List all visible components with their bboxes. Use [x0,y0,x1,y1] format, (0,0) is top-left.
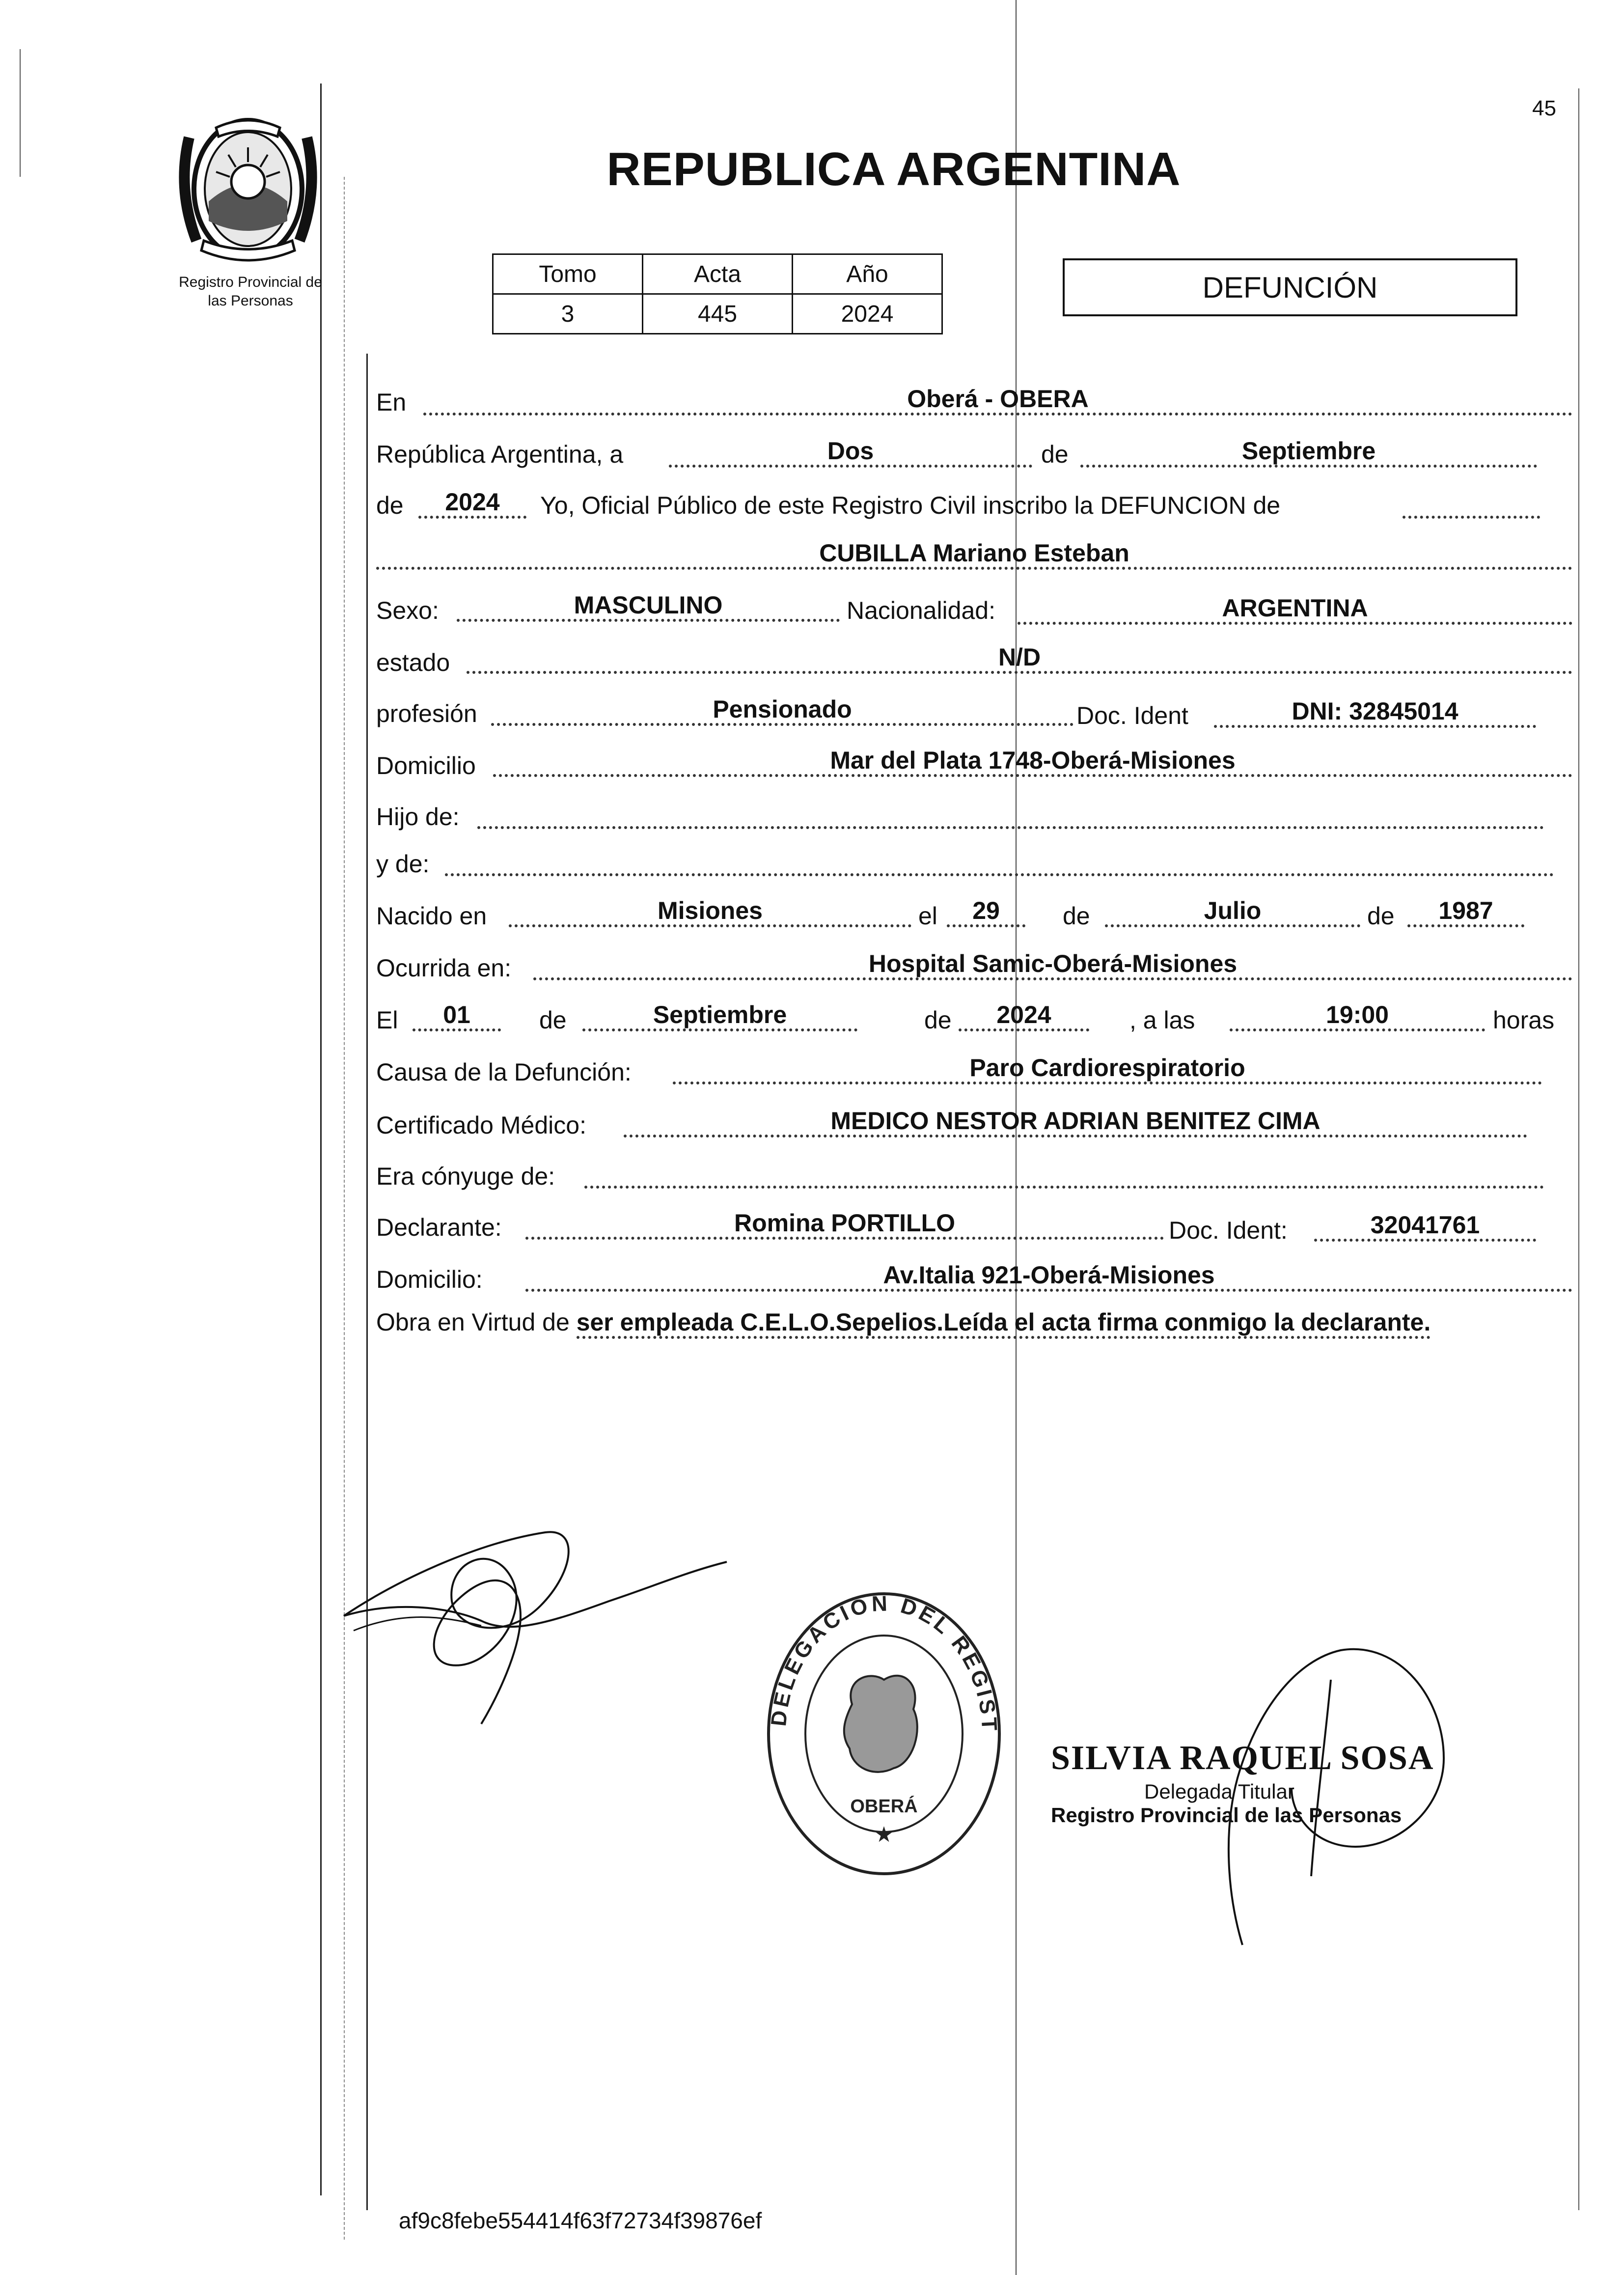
field-nacionalidad: ARGENTINA [1018,594,1572,625]
label-republica: República Argentina, a [376,441,624,468]
label-y-de: y de: [376,850,430,878]
document-type: DEFUNCIÓN [1202,271,1378,304]
field-declarante-domicilio: Av.Italia 921-Oberá-Misiones [525,1261,1572,1292]
page-title: REPUBLICA ARGENTINA [606,143,1181,195]
reference-value-row [493,294,942,334]
signatory-role: Delegada Titular [1144,1780,1294,1803]
field-anio-registro: 2024 [418,488,526,519]
label-declarante: Declarante: [376,1214,502,1241]
logo-caption-line1: Registro Provincial de [179,274,322,290]
field-ocurrida-en: Hospital Samic-Oberá-Misiones [533,950,1572,980]
reference-table [492,253,943,334]
label-de-5: de [539,1006,567,1034]
label-nacionalidad: Nacionalidad: [847,597,995,624]
label-conyuge: Era cónyuge de: [376,1163,555,1190]
label-yo-oficial: Yo, Oficial Público de este Registro Civil inscribo la DEFUNCION de [540,492,1281,519]
label-causa: Causa de la Defunción: [376,1058,632,1086]
label-obra-en-virtud: Obra en Virtud de [376,1308,570,1336]
field-lugar: Oberá - OBERA [423,385,1572,416]
center-fold-line [1016,0,1017,2275]
signatory-block [1051,1739,1434,1827]
logo-caption [147,273,354,310]
field-defuncion-anio: 2024 [959,1001,1089,1031]
field-declarante: Romina PORTILLO [525,1209,1164,1240]
field-domicilio: Mar del Plata 1748-Oberá-Misiones [493,747,1572,777]
label-profesion: profesión [376,700,477,727]
field-conyuge [584,1158,1544,1189]
label-de-6: de [924,1006,952,1034]
field-nacimiento-mes: Julio [1105,897,1360,927]
field-sexo: MASCULINO [457,591,840,622]
label-en: En [376,388,407,416]
field-blank-row3 [1403,488,1540,519]
seal-text: DELEGACION DEL REGISTRO PROVINCIAL DE LAS PERSONAS [741,1562,1002,1734]
signatory-organization: Registro Provincial de las Personas [1051,1803,1402,1827]
field-mes-registro: Septiembre [1080,437,1537,468]
field-profesion: Pensionado [491,695,1073,726]
label-sexo: Sexo: [376,597,439,624]
field-estado: N/D [467,643,1572,674]
page-number: 45 [1532,96,1556,120]
field-declarante-doc: 32041761 [1314,1211,1536,1242]
tomo-value: 3 [493,294,643,334]
document-type-box [1063,258,1517,316]
right-margin-line [1578,88,1579,2210]
binding-dash-line [344,177,345,2240]
label-domicilio-2: Domicilio: [376,1266,483,1293]
acta-value: 445 [643,294,793,334]
field-hijo-de [477,799,1544,829]
document-hash: af9c8febe554414f63f72734f39876ef [399,2208,762,2233]
declarant-signature [334,1503,737,1729]
label-hijo-de: Hijo de: [376,803,460,831]
field-defuncion-dia: 01 [413,1001,501,1031]
province-coat-of-arms-logo [167,108,329,270]
label-ocurrida-en: Ocurrida en: [376,954,512,982]
label-nacido-en: Nacido en [376,902,487,930]
seal-city: OBERÁ [850,1796,918,1817]
field-nacimiento-dia: 29 [947,897,1025,927]
obra-en-virtud-paragraph [376,1306,1574,1338]
label-de-3: de [1063,902,1090,930]
seal-star-icon: ★ [874,1823,894,1847]
field-defuncion-mes: Septiembre [582,1001,857,1031]
left-binding-line [366,354,368,2210]
label-de-1: de [1041,441,1069,468]
reference-header-row [493,254,942,294]
label-doc-ident: Doc. Ident [1076,702,1188,729]
label-el: el [918,902,937,930]
field-documento: DNI: 32845014 [1214,697,1536,728]
anio-header: Año [793,254,942,294]
left-margin-line [320,83,322,2195]
label-estado: estado [376,649,450,676]
label-certificado: Certificado Médico: [376,1111,586,1139]
field-obra-en-virtud: ser empleada C.E.L.O.Sepelios.Leída el acta firma conmigo la declarante. [577,1308,1431,1339]
edge-mark [20,49,21,177]
field-dia-registro: Dos [669,437,1032,468]
official-seal [741,1562,1017,1886]
acta-header: Acta [643,254,793,294]
field-nombre-fallecido: CUBILLA Mariano Esteban [376,539,1572,570]
field-y-de [445,846,1554,876]
field-defuncion-hora: 19:00 [1230,1001,1485,1031]
logo-caption-line2: las Personas [208,293,293,309]
label-doc-ident-2: Doc. Ident: [1169,1217,1288,1244]
field-certificado-medico: MEDICO NESTOR ADRIAN BENITEZ CIMA [624,1107,1527,1138]
field-nacimiento-anio: 1987 [1407,897,1524,927]
label-de-4: de [1367,902,1395,930]
tomo-header: Tomo [493,254,643,294]
label-de-2: de [376,492,404,519]
signatory-name: SILVIA RAQUEL SOSA [1051,1739,1434,1777]
label-domicilio: Domicilio [376,752,476,779]
field-nacido-en: Misiones [509,897,911,927]
field-causa: Paro Cardiorespiratorio [673,1054,1542,1084]
label-a-las: , a las [1129,1006,1195,1034]
anio-value: 2024 [793,294,942,334]
label-el-cap: El [376,1006,398,1034]
label-horas: horas [1493,1006,1555,1034]
